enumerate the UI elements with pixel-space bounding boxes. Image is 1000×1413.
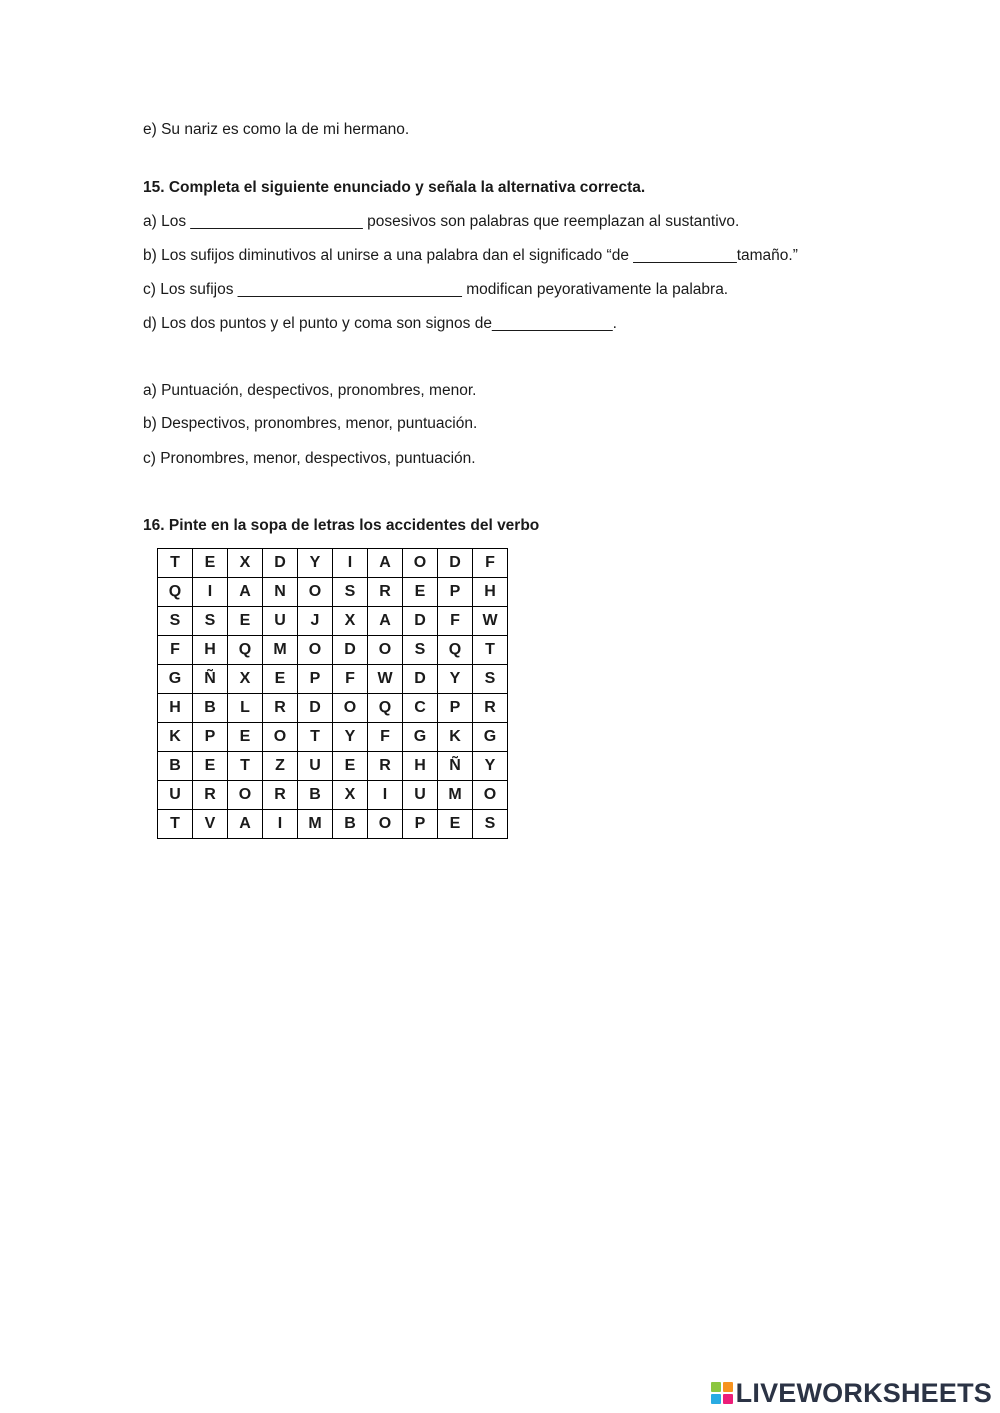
word-search-cell[interactable]: A — [228, 810, 263, 839]
word-search-cell[interactable]: R — [263, 781, 298, 810]
word-search-cell[interactable]: V — [193, 810, 228, 839]
word-search-cell[interactable]: T — [158, 810, 193, 839]
word-search-cell[interactable]: C — [403, 694, 438, 723]
word-search-cell[interactable]: A — [368, 607, 403, 636]
word-search-cell[interactable]: B — [333, 810, 368, 839]
word-search-row — [158, 694, 508, 723]
word-search-cell[interactable]: Q — [368, 694, 403, 723]
word-search-cell[interactable]: E — [403, 578, 438, 607]
word-search-cell[interactable]: E — [263, 665, 298, 694]
word-search-cell[interactable]: K — [438, 723, 473, 752]
word-search-cell[interactable]: T — [228, 752, 263, 781]
word-search-cell[interactable]: R — [368, 578, 403, 607]
word-search-cell[interactable]: I — [368, 781, 403, 810]
word-search-cell[interactable]: M — [263, 636, 298, 665]
word-search-cell[interactable]: I — [333, 549, 368, 578]
word-search-cell[interactable]: R — [193, 781, 228, 810]
word-search-row — [158, 752, 508, 781]
word-search-cell[interactable]: X — [228, 549, 263, 578]
word-search-cell[interactable]: S — [158, 607, 193, 636]
word-search-cell[interactable]: E — [193, 752, 228, 781]
word-search-cell[interactable]: M — [438, 781, 473, 810]
word-search-row — [158, 578, 508, 607]
word-search-cell[interactable]: N — [263, 578, 298, 607]
word-search-cell[interactable]: Q — [158, 578, 193, 607]
word-search-cell[interactable]: O — [368, 636, 403, 665]
word-search-cell[interactable]: U — [263, 607, 298, 636]
word-search-grid[interactable] — [157, 548, 508, 839]
word-search-cell[interactable]: D — [403, 607, 438, 636]
word-search-cell[interactable]: B — [193, 694, 228, 723]
liveworksheets-logo-icon — [711, 1382, 733, 1404]
word-search-cell[interactable]: R — [473, 694, 508, 723]
word-search-cell[interactable]: G — [473, 723, 508, 752]
word-search-cell[interactable]: U — [403, 781, 438, 810]
word-search-row — [158, 549, 508, 578]
word-search-cell[interactable]: H — [403, 752, 438, 781]
alternative-b[interactable]: b) Despectivos, pronombres, menor, puntuación. — [143, 415, 478, 432]
word-search-cell[interactable]: M — [298, 810, 333, 839]
word-search-cell[interactable]: Q — [438, 636, 473, 665]
word-search-cell[interactable]: D — [298, 694, 333, 723]
word-search-cell[interactable]: X — [228, 665, 263, 694]
word-search-cell[interactable]: Ñ — [193, 665, 228, 694]
word-search-cell[interactable]: P — [403, 810, 438, 839]
word-search-cell[interactable]: A — [228, 578, 263, 607]
word-search-row — [158, 607, 508, 636]
word-search-cell[interactable]: S — [473, 810, 508, 839]
word-search-cell[interactable]: T — [158, 549, 193, 578]
word-search-cell[interactable]: Q — [228, 636, 263, 665]
word-search-cell[interactable]: F — [473, 549, 508, 578]
word-search-cell[interactable]: O — [473, 781, 508, 810]
word-search-cell[interactable]: O — [228, 781, 263, 810]
word-search-cell[interactable]: E — [333, 752, 368, 781]
word-search-cell[interactable]: Y — [473, 752, 508, 781]
question-15-item-b: b) Los sufijos diminutivos al unirse a una palabra dan el significado “de ____________tamaño.” — [143, 247, 798, 264]
word-search-cell[interactable]: Y — [298, 549, 333, 578]
word-search-cell[interactable]: I — [263, 810, 298, 839]
question-15-item-a: a) Los ____________________ posesivos son palabras que reemplazan al sustantivo. — [143, 213, 740, 230]
word-search-cell[interactable]: O — [368, 810, 403, 839]
word-search-cell[interactable]: H — [158, 694, 193, 723]
word-search-cell[interactable]: O — [263, 723, 298, 752]
word-search-cell[interactable]: O — [298, 636, 333, 665]
word-search-cell[interactable]: T — [473, 636, 508, 665]
logo-square-1 — [711, 1382, 721, 1392]
word-search-cell[interactable]: S — [193, 607, 228, 636]
word-search-cell[interactable]: U — [158, 781, 193, 810]
word-search-cell[interactable]: X — [333, 607, 368, 636]
alternative-a[interactable]: a) Puntuación, despectivos, pronombres, menor. — [143, 382, 477, 399]
word-search-cell[interactable]: Z — [263, 752, 298, 781]
word-search-cell[interactable]: F — [333, 665, 368, 694]
word-search-cell[interactable]: T — [298, 723, 333, 752]
word-search-cell[interactable]: S — [403, 636, 438, 665]
word-search-cell[interactable]: W — [368, 665, 403, 694]
word-search-cell[interactable]: E — [438, 810, 473, 839]
brand-text: LIVEWORKSHEETS — [735, 1378, 992, 1408]
word-search-cell[interactable]: A — [368, 549, 403, 578]
word-search-cell[interactable]: W — [473, 607, 508, 636]
word-search-row — [158, 636, 508, 665]
logo-square-3 — [711, 1394, 721, 1404]
word-search-cell[interactable]: Y — [333, 723, 368, 752]
word-search-cell[interactable]: X — [333, 781, 368, 810]
liveworksheets-brand — [711, 1378, 992, 1408]
word-search-cell[interactable]: F — [438, 607, 473, 636]
word-search-cell[interactable]: Y — [438, 665, 473, 694]
word-search-cell[interactable]: F — [368, 723, 403, 752]
word-search-cell[interactable]: P — [193, 723, 228, 752]
word-search-cell[interactable]: B — [298, 781, 333, 810]
word-search-cell[interactable]: I — [193, 578, 228, 607]
word-search-cell[interactable]: F — [158, 636, 193, 665]
question-15-item-c: c) Los sufijos __________________________ modifican peyorativamente la palabra. — [143, 281, 729, 298]
word-search-row — [158, 665, 508, 694]
word-search-cell[interactable]: U — [298, 752, 333, 781]
word-search-cell[interactable]: D — [263, 549, 298, 578]
word-search-cell[interactable]: K — [158, 723, 193, 752]
question-15-title: 15. Completa el siguiente enunciado y señala la alternativa correcta. — [143, 179, 646, 196]
word-search-cell[interactable]: O — [333, 694, 368, 723]
word-search-cell[interactable]: H — [193, 636, 228, 665]
word-search-cell[interactable]: S — [333, 578, 368, 607]
word-search-cell[interactable]: G — [403, 723, 438, 752]
word-search-cell[interactable]: Ñ — [438, 752, 473, 781]
logo-square-2 — [723, 1382, 733, 1392]
word-search-cell[interactable]: H — [473, 578, 508, 607]
word-search-cell[interactable]: L — [228, 694, 263, 723]
question-15-item-d: d) Los dos puntos y el punto y coma son signos de______________. — [143, 315, 617, 332]
word-search-cell[interactable]: S — [473, 665, 508, 694]
question-16-title: 16. Pinte en la sopa de letras los accidentes del verbo — [143, 517, 540, 534]
word-search-cell[interactable]: G — [158, 665, 193, 694]
word-search-cell[interactable]: B — [158, 752, 193, 781]
word-search-cell[interactable]: E — [228, 723, 263, 752]
word-search-row — [158, 781, 508, 810]
word-search-cell[interactable]: O — [403, 549, 438, 578]
word-search-cell[interactable]: E — [193, 549, 228, 578]
word-search-cell[interactable]: R — [263, 694, 298, 723]
word-search-row — [158, 723, 508, 752]
word-search-cell[interactable]: R — [368, 752, 403, 781]
logo-square-4 — [723, 1394, 733, 1404]
word-search-cell[interactable]: O — [298, 578, 333, 607]
word-search-cell[interactable]: D — [438, 549, 473, 578]
word-search-cell[interactable]: E — [228, 607, 263, 636]
word-search-cell[interactable]: P — [438, 578, 473, 607]
word-search-cell[interactable]: P — [438, 694, 473, 723]
line-e: e) Su nariz es como la de mi hermano. — [143, 121, 410, 138]
word-search-cell[interactable]: D — [333, 636, 368, 665]
word-search-cell[interactable]: P — [298, 665, 333, 694]
word-search-cell[interactable]: J — [298, 607, 333, 636]
word-search-cell[interactable]: D — [403, 665, 438, 694]
word-search-row — [158, 810, 508, 839]
alternative-c[interactable]: c) Pronombres, menor, despectivos, puntuación. — [143, 450, 476, 467]
